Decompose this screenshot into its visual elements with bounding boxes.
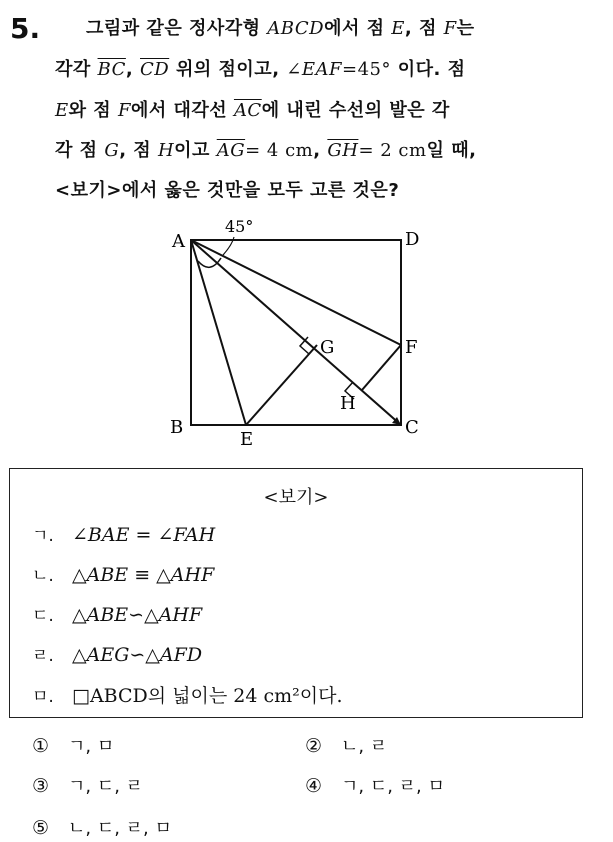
math: = 4 cm [245, 140, 314, 161]
angle-eaf: ∠EAF [286, 59, 343, 80]
choice-number: ② [305, 735, 323, 757]
choice-number: ⑤ [32, 817, 50, 839]
square-figure [150, 205, 440, 455]
choice-text: ㄱ, ㅁ [68, 736, 115, 757]
segment-cd: $\overline{CD}$ [140, 59, 170, 80]
bogi-item [32, 521, 215, 546]
choice-number: ④ [305, 775, 323, 797]
label-f: F [405, 337, 418, 358]
bogi-item-label: ㄱ. [32, 526, 54, 546]
question-line-3 [55, 96, 450, 122]
question-number: 5. [10, 12, 41, 45]
segment-eg [246, 345, 317, 425]
text: 위의 점이고, [169, 59, 287, 80]
choice-4[interactable] [305, 772, 445, 798]
math: G [104, 140, 120, 161]
text: , 점 [119, 140, 158, 161]
bogi-item [32, 561, 214, 586]
choice-text: ㄴ, ㄹ [341, 736, 388, 757]
text: 에서 대각선 [130, 100, 234, 121]
question-line-5: <보기>에서 옳은 것만을 모두 고른 것은? [55, 180, 400, 201]
choice-text: ㄱ, ㄷ, ㄹ, ㅁ [341, 776, 445, 797]
choice-number: ① [32, 735, 50, 757]
bogi-item-text: △ABE∽△AHF [72, 604, 203, 626]
choice-2[interactable] [305, 732, 387, 758]
label-c: C [405, 417, 419, 438]
math: ABCD [267, 18, 325, 39]
bogi-item [32, 601, 202, 626]
question-line-4 [55, 136, 476, 162]
text: 각각 [55, 59, 98, 80]
text: 일 때, [426, 140, 477, 161]
math: = 2 cm [358, 140, 427, 161]
text: 는 [456, 18, 475, 39]
text: 각 점 [55, 140, 105, 161]
bogi-item [32, 641, 202, 666]
math: E [391, 18, 405, 39]
segment-fh [362, 345, 401, 390]
label-h: H [340, 393, 356, 414]
question-line-1 [86, 14, 475, 40]
bogi-item-text: ∠BAE = ∠FAH [72, 524, 216, 546]
segment-af [191, 240, 401, 345]
bogi-item-text: □ABCD의 넓이는 24 cm²이다. [72, 685, 343, 707]
label-g: G [320, 337, 335, 358]
math: H [157, 140, 175, 161]
text: 에 내린 수선의 발은 각 [261, 100, 450, 121]
angle-label: 45° [225, 217, 254, 236]
math: F [443, 18, 457, 39]
choice-text: ㄴ, ㄷ, ㄹ, ㅁ [68, 818, 172, 839]
text: , 점 [404, 18, 444, 39]
choice-1[interactable] [32, 732, 114, 758]
choice-number: ③ [32, 775, 50, 797]
choice-5[interactable] [32, 814, 172, 840]
text: , [125, 59, 140, 80]
diagonal-ac [191, 240, 401, 425]
bogi-box [9, 468, 583, 718]
bogi-item-label: ㄷ. [32, 606, 54, 626]
text: 이다. 점 [391, 59, 466, 80]
angle-arc [198, 258, 221, 267]
segment-ac: $\overline{AC}$ [233, 100, 262, 121]
bogi-item-label: ㅁ. [32, 687, 54, 707]
label-d: D [405, 229, 420, 250]
bogi-item-label: ㄴ. [32, 566, 54, 586]
segment-gh: $\overline{GH}$ [327, 140, 359, 161]
bogi-title: <보기> [263, 487, 329, 508]
label-a: A [172, 231, 185, 252]
math: E [55, 100, 69, 121]
segment-bc: $\overline{BC}$ [97, 59, 126, 80]
segment-ag: $\overline{AG}$ [216, 140, 246, 161]
text: 와 점 [68, 100, 118, 121]
bogi-item [32, 681, 343, 708]
text: 그림과 같은 정사각형 [86, 18, 268, 39]
text: , [313, 140, 328, 161]
choice-3[interactable] [32, 772, 143, 798]
text: 이고 [174, 140, 217, 161]
label-e: E [240, 429, 254, 450]
bogi-item-label: ㄹ. [32, 646, 54, 666]
math: =45° [342, 59, 392, 80]
label-b: B [170, 417, 184, 438]
math: F [117, 100, 131, 121]
bogi-item-text: △ABE ≡ △AHF [72, 564, 215, 586]
choice-text: ㄱ, ㄷ, ㄹ [68, 776, 144, 797]
bogi-item-text: △AEG∽△AFD [72, 644, 203, 666]
text: 에서 점 [324, 18, 392, 39]
question-line-2 [55, 55, 466, 81]
segment-ae [191, 240, 246, 425]
